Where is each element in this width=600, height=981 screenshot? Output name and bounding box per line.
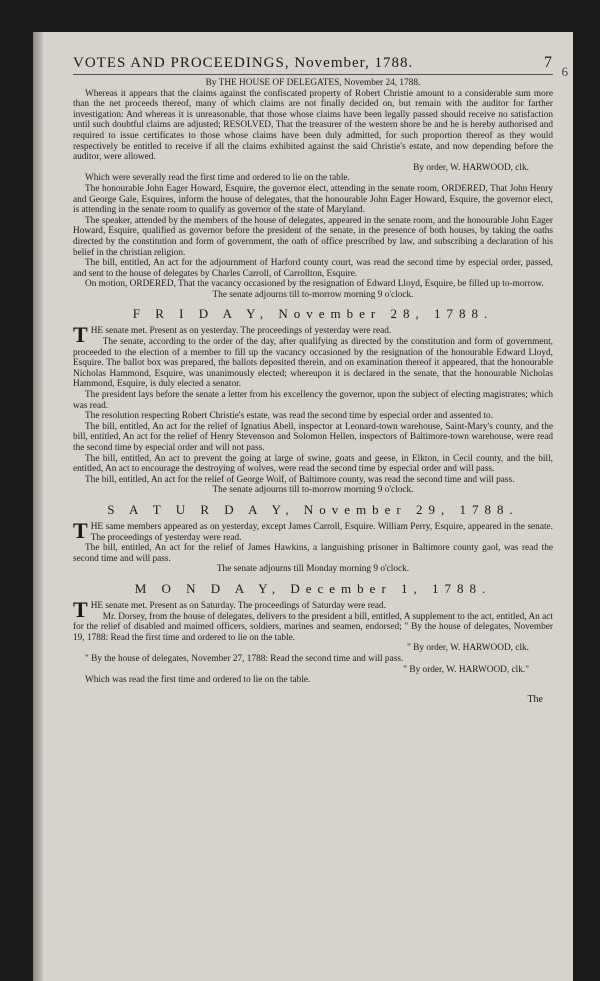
paragraph: THE senate met. Present as on Saturday. The proceedings of Saturday were read. (73, 596, 387, 622)
day-heading-saturday: S A T U R D A Y, November 29, 1788. (107, 501, 519, 517)
paragraph: Mr. Dorsey, from the house of delegates, delivers to the president a bill, entitled, A supplement to the act, entitled, An act for the relief of disabled and maimed officers, soldiers, marines and seamen, endorsed; " By the house of delegates, November 19, 1788: Read the first time and ordered to lie on the table. (73, 611, 553, 643)
paragraph: The resolution respecting Robert Christie's estate, was read the second time by especial order and assented to. (85, 411, 494, 422)
signature-line: " By order, W. HARWOOD, clk. (407, 643, 529, 654)
paragraph: Which was read the first time and ordered to lie on the table. (85, 675, 311, 686)
paragraph: The bill, entitled, An act to prevent the going at large of swine, goats and geese, in Elkton, in Cecil county, and the bill, entitled, An act to encourage the destroying of wolves, were read the second time by especial order and will pass. (73, 453, 553, 475)
header-title: VOTES AND PROCEEDINGS, November, 1788. (73, 55, 414, 71)
paragraph: The senate, according to the order of the day, after qualifying as directed by the constitution and form of government, proceeded to the election of a member to fill up the vacancy occasioned by the resignation of the honourable Edward Lloyd, Esquire. The ballot box was prepared, the ballots deposited therein, and on examination thereof it appeared, that the honourable Nicholas Hammond, Esquire, was unanimously elected; whereupon it is declared in the senate, that the honourable Nicholas Hammond, Esquire, is duly elected a senator. (73, 337, 553, 390)
delegates-heading: By THE HOUSE OF DELEGATES, November 24, 1788. (205, 78, 421, 88)
paragraph: The bill, entitled, An act for the relief of Ignatius Abell, inspector at Leonard-town warehouse, Saint-Mary's county, and the bill, entitled, An act for the relief of Henry Stevenson and Solomon Hellen, inspectors of Baltimore-town warehouse, were read the second time by especial order and will not pass. (73, 421, 553, 453)
catchword: The (527, 693, 543, 705)
adjournment-line: The senate adjourns till to-morrow morning 9 o'clock. (212, 289, 414, 300)
paragraph: Which were severally read the first time and ordered to lie on the table. (85, 173, 350, 184)
running-header (73, 54, 553, 75)
paragraph: THE senate met. Present as on yesterday. The proceedings of yesterday were read. (73, 322, 392, 348)
paragraph: The bill, entitled, An act for the relief of George Wolf, of Baltimore county, was read the second time and will pass. (85, 474, 515, 485)
paragraph: " By the house of delegates, November 27, 1788: Read the second time and will pass. (85, 653, 404, 664)
page-binding-edge (33, 32, 43, 981)
signature-line: By order, W. HARWOOD, clk. (413, 162, 529, 173)
page-number: 7 (544, 54, 553, 71)
paragraph: The president lays before the senate a letter from his excellency the governor, upon the subject of electing magistrates; which was read. (73, 390, 553, 411)
day-heading-monday: M O N D A Y, December 1, 1788. (134, 580, 492, 596)
paragraph: On motion, ORDERED, That the vacancy occasioned by the resignation of Edward Lloyd, Esquire, be filled up to-morrow. (85, 279, 544, 290)
paragraph: The honourable John Eager Howard, Esquire, the governor elect, attending in the senate room, ORDERED, That John Henry and George Gale, Esquires, inform the house of delegates, that the honourable John Eager Howard, Esquire, the governor elect, is attending in the senate room to qualify as governor of the state of Maryland. (73, 183, 553, 216)
document-page (33, 32, 573, 981)
paragraph: THE same members appeared as on yesterday, except James Carroll, Esquire. William Perry, Esquire, appeared in the senate. The proceedings of yesterday were read. (73, 517, 553, 543)
paragraph: The speaker, attended by the members of the house of delegates, appeared in the senate room, and the honourable John Eager Howard, Esquire, qualified as governor before the president of the senate, in the presence of both houses, by taking the oaths directed by the constitution and form of government, the oath of office prescribed by law, and subscribing a declaration of his belief in the christian religion. (73, 215, 553, 258)
paragraph: The bill, entitled, An act for the relief of James Hawkins, a languishing prisoner in Baltimore county gaol, was read the second time and will pass. (73, 543, 553, 564)
adjournment-line: The senate adjourns till to-morrow morning 9 o'clock. (212, 485, 414, 496)
adjournment-line: The senate adjourns till Monday morning 9 o'clock. (216, 564, 410, 575)
paragraph: The bill, entitled, An act for the adjournment of Harford county court, was read the second time by especial order, passed, and sent to the house of delegates by Charles Carroll, of Carrollton, Esquire. (73, 258, 553, 279)
signature-line: " By order, W. HARWOOD, clk." (403, 664, 529, 675)
page-content (73, 54, 553, 705)
page-mark: 6 (561, 64, 568, 79)
day-heading-friday: F R I D A Y, November 28, 1788. (132, 306, 494, 322)
paragraph: Whereas it appears that the claims against the confiscated property of Robert Christie amount to a considerable sum more than the net proceeds thereof, many of which claims are not finally decided on, but remain with the auditor for farther investigation: And whereas it is unreasonable, that those whose claims have been legally passed should receive no satisfaction until such doubtful claims are adjusted; RESOLVED, That the treasurer of the western shore be and he is hereby authorised and required to issue certificates to those whose claims have been duly admitted, for such proportion thereof as they would respectively be entitled to receive if all the claims exhibited against the said Christie's estate, and now depending before the auditor, were allowed. (73, 88, 553, 163)
